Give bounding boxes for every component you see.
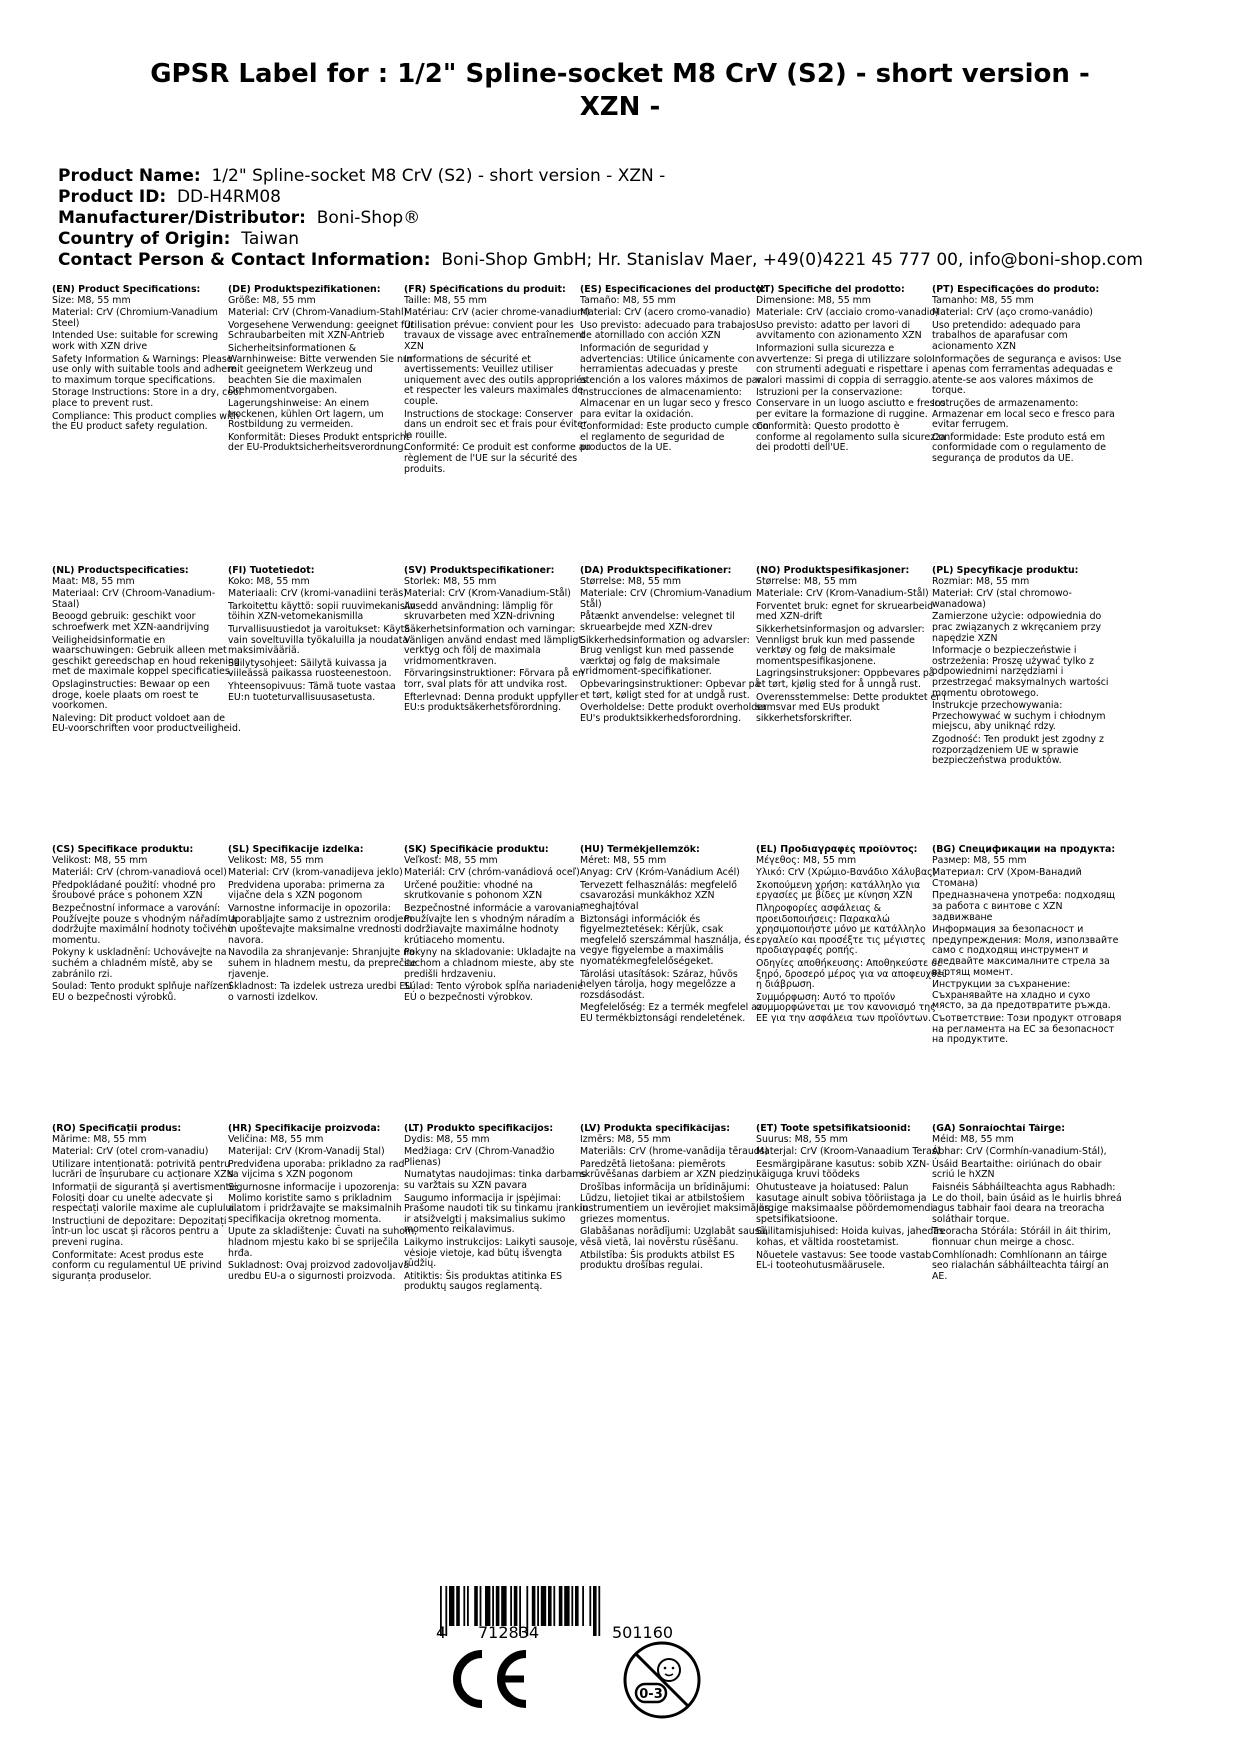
- spec-block-line: Información de seguridad y advertencias: Utilice únicamente con herramientas adecuadas y preste atención a los valores máximos de par.: [580, 342, 764, 386]
- spec-block: [580, 845, 770, 1027]
- spec-block-line: Velikost: M8, 55 mm: [228, 854, 324, 866]
- spec-block-line: Skladnost: Ta izdelek ustreza uredbi EU o varnosti izdelkov.: [228, 981, 413, 1003]
- spec-block-line: Dimensione: M8, 55 mm: [756, 294, 871, 306]
- spec-block-line: Sicherheitsinformationen & Warnhinweise: Bitte verwenden Sie nur mit geeignetem Werkzeug und beachten Sie die maximalen Drehmomentvorgaben.: [228, 342, 413, 397]
- barcode-bar: [575, 1586, 579, 1626]
- spec-block-heading: (NL) Productspecificaties:: [52, 566, 189, 576]
- spec-block-line: Συμμόρφωση: Αυτό το προϊόν συμμορφώνεται με τον κανονισμό της ΕΕ για την ασφάλεια των προϊόντων.: [756, 991, 936, 1024]
- spec-block-line: Atitiktis: Šis produktas atitinka ES produktų saugos reglamentą.: [404, 1270, 563, 1293]
- spec-block: [756, 845, 946, 1027]
- spec-block-line: Compliance: This product complies with the EU product safety regulation.: [52, 410, 240, 433]
- spec-block-line: Conformité: Ce produit est conforme au règlement de l'UE sur la sécurité des produits.: [404, 442, 591, 475]
- spec-block-line: Opslaginstructies: Bewaar op een droge, koele plaats om roest te voorkomen.: [52, 678, 210, 712]
- spec-block-line: Informazioni sulla sicurezza e avvertenze: Si prega di utilizzare solo con strumenti adeguati e rispettare i valori massimi di coppia di serraggio.: [756, 342, 933, 386]
- spec-block-line: Material: CrV (krom-vanadijeva jeklo): [228, 867, 403, 879]
- spec-block-line: Materjal: CrV (Kroom-Vanaadium Teras): [756, 1146, 941, 1158]
- barcode-bar: [571, 1586, 573, 1626]
- spec-block-line: Faisnéis Sábháilteachta agus Rabhadh: Le do thoil, bain úsáid as le huirlis bhreá agus tabhair faoi deara na treoracha soláthair torque.: [932, 1181, 1122, 1225]
- barcode-bar: [582, 1586, 584, 1626]
- spec-block-line: Comhlíonadh: Comhlíonann an táirge seo rialachán sábháilteachta táirgí an AE.: [932, 1249, 1109, 1282]
- spec-block-line: Súlad: Tento výrobok spĺňa nariadenie EÚ o bezpečnosti výrobkov.: [404, 981, 584, 1003]
- spec-block-line: Avsedd användning: lämplig för skruvarbeten med XZN-drivning: [404, 600, 555, 623]
- spec-block: [404, 845, 594, 1005]
- barcode-digits-left: 712834: [478, 1623, 540, 1642]
- spec-block-line: Safety Information & Warnings: Please use only with suitable tools and adhere to maximum torque specifications.: [52, 353, 237, 386]
- barcode-bar: [485, 1586, 490, 1626]
- barcode-bar: [501, 1586, 506, 1626]
- spec-block-line: Maat: M8, 55 mm: [52, 575, 135, 587]
- spec-block-line: Säilytysohjeet: Säilytä kuivassa ja viileässä paikassa ruosteenestoon.: [228, 657, 392, 680]
- info-label: Country of Origin:: [58, 229, 231, 249]
- spec-block-line: Lagringsinstruksjoner: Oppbevares på et tørt, kjølig sted for å unngå rust.: [756, 668, 935, 690]
- spec-block-heading: (SL) Specifikacije izdelka:: [228, 845, 364, 855]
- spec-block-line: Treoracha Stórála: Stóráil in áit thirim, fionnuar chun meirge a chosc.: [932, 1226, 1111, 1248]
- spec-block-line: Sukladnost: Ovaj proizvod zadovoljava uredbu EU-a o sigurnosti proizvoda.: [228, 1260, 410, 1282]
- spec-block-line: Glabāšanas norādījumi: Uzglabāt sausā, vēsā vietā, lai novērstu rūsēšanu.: [580, 1226, 769, 1248]
- spec-block-line: Predviđena uporaba: prikladno za rad sa vijcima s XZN pogonom: [228, 1158, 405, 1181]
- spec-block-line: Информация за безопасност и предупреждения: Моля, използвайте само с подходящ инструмент и следвайте максималните стрела за въртящ момент.: [932, 924, 1119, 978]
- info-label: Product ID:: [58, 187, 167, 207]
- spec-block-line: Påtænkt anvendelse: velegnet til skruearbejde med XZN-drev: [580, 611, 735, 633]
- spec-block-line: Navodila za shranjevanje: Shranjujte na suhem in hladnem mestu, da preprečite rjavenje.: [228, 947, 417, 980]
- spec-block-line: Předpokládané použití: vhodné pro šroubové práce s pohonem XZN: [52, 879, 216, 902]
- spec-block-heading: (DE) Produktspezifikationen:: [228, 285, 381, 295]
- spec-block-line: Størrelse: M8, 55 mm: [580, 575, 682, 587]
- spec-block-line: Instrucțiuni de depozitare: Depozitați într-un loc uscat și răcoros pentru a preveni rugina.: [52, 1215, 227, 1248]
- spec-block-line: Taille: M8, 55 mm: [404, 294, 487, 306]
- spec-block-line: Størrelse: M8, 55 mm: [756, 575, 858, 587]
- spec-block-line: Nõuetele vastavus: See toode vastab EL-i tooteohutusmääruselе.: [756, 1249, 932, 1272]
- spec-block-line: Materijal: CrV (Krom-Vanadij Stal): [228, 1146, 385, 1158]
- spec-block: [756, 566, 946, 726]
- spec-block-heading: (BG) Спецификации на продукта:: [932, 845, 1116, 855]
- spec-block-line: Πληροφορίες ασφάλειας & προειδοποιήσεις: Παρακαλώ χρησιμοποιήστε μόνο με κατάλληλο εργαλείο και προσέξτε τις μέγιστες προδιαγραφές ροπής.: [756, 902, 926, 957]
- spec-block: [932, 566, 1122, 769]
- spec-block-line: Material: CrV (otel crom-vanadiu): [52, 1146, 209, 1158]
- country-of-origin-row: [58, 229, 1143, 250]
- spec-block-heading: (FI) Tuotetiedot:: [228, 566, 315, 576]
- spec-block-line: Anyag: CrV (Króm-Vanádium Acél): [580, 867, 740, 879]
- spec-block-line: Conformidad: Este producto cumple con el reglamento de seguridad de productos de la UE.: [580, 421, 769, 454]
- spec-block: [404, 1124, 594, 1295]
- spec-block-line: Saugumo informacija ir įspėjimai: Prašome naudoti tik su tinkamu įrankiu ir atsižvelgti į maksimalius sukimo momento reikalavimus.: [404, 1192, 589, 1236]
- spec-block-heading: (PT) Especificações do produto:: [932, 285, 1100, 295]
- spec-block: [228, 285, 418, 456]
- spec-block-line: Material: CrV (aço cromo-vanádio): [932, 307, 1093, 319]
- barcode-digits-right: 501160: [612, 1623, 674, 1642]
- spec-block-heading: (HR) Specifikacije proizvoda:: [228, 1124, 381, 1134]
- spec-block-line: Conformitate: Acest produs este conform cu regulamentul UE privind siguranța produselor.: [52, 1249, 222, 1282]
- spec-block-line: Méret: M8, 55 mm: [580, 854, 667, 866]
- spec-block-line: Größe: M8, 55 mm: [228, 294, 316, 306]
- spec-block-line: Overholdelse: Dette produkt overholder EU's produktsikkerhedsforordning.: [580, 702, 767, 724]
- spec-block-line: Numatytas naudojimas: tinka darbams su varžtais su XZN pavara: [404, 1169, 587, 1191]
- spec-block-line: Materiale: CrV (Krom-Vanadium-Stål): [756, 588, 929, 600]
- not-for-children-0-3-icon: [622, 1640, 702, 1720]
- spec-block: [52, 566, 242, 737]
- spec-block-line: Material: CrV (Krom-Vanadium-Stål): [404, 588, 571, 600]
- spec-block-line: Uso previsto: adecuado para trabajos de atornillado con acción XZN: [580, 319, 756, 342]
- spec-block-line: Biztonsági információk és figyelmeztetések: Kérjük, csak megfelelő szerszámmal használja, és vegye figyelembe a maximális nyomatékmegfelelőségeket.: [580, 913, 755, 967]
- spec-block-line: Material: CrV (acero cromo-vanadio): [580, 307, 751, 319]
- spec-block-line: Veiligheidsinformatie en waarschuwingen: Gebruik alleen met geschikt gereedschap en houd rekening met de maximale koppel specificaties.: [52, 634, 240, 678]
- spec-block-line: Materiál: CrV (chróm-vanádiová oceľ): [404, 867, 580, 879]
- barcode-bar: [474, 1586, 478, 1626]
- barcode-bar: [559, 1586, 563, 1626]
- spec-block-line: Dydis: M8, 55 mm: [404, 1133, 490, 1145]
- barcode-bar: [480, 1586, 482, 1626]
- barcode-bar: [532, 1586, 536, 1626]
- spec-block-line: Conformità: Questo prodotto è conforme al regolamento sulla sicurezza dei prodotti dell'UE.: [756, 421, 946, 454]
- spec-block-line: Upute za skladištenje: Čuvati na suhom, hladnom mjestu kako bi se spriječila hrđa.: [228, 1226, 418, 1259]
- spec-block-line: Matériau: CrV (acier chrome-vanadium): [404, 307, 590, 319]
- page-title: GPSR Label for : 1/2" Spline-socket M8 CrV (S2) - short version - XZN -: [150, 59, 1090, 122]
- spec-block-line: Bezpečnostní informace a varování: Používejte pouze s vhodným nářadím a dodržujte maximální hodnoty točivého momentu.: [52, 902, 237, 946]
- spec-block-line: Izmērs: M8, 55 mm: [580, 1133, 671, 1145]
- ce-mark-icon: [452, 1648, 534, 1710]
- barcode-bar: [589, 1586, 591, 1626]
- spec-block-heading: (ES) Especificaciones del producto:: [580, 285, 766, 295]
- spec-block: [580, 566, 770, 726]
- spec-block-line: Určené použitie: vhodné na skrutkovanie s pohonom XZN: [404, 879, 543, 902]
- spec-block-line: Opbevaringsinstruktioner: Opbevar på et tørt, køligt sted for at undgå rust.: [580, 678, 761, 701]
- spec-block-line: Medžiaga: CrV (Chrom-Vanadžio Plienas): [404, 1146, 555, 1168]
- spec-block-line: Forventet bruk: egnet for skruearbeid med XZN-drift: [756, 600, 934, 623]
- spec-block-line: Materiaali: CrV (kromi-vanadiini teräs): [228, 588, 407, 600]
- spec-block-line: Naleving: Dit product voldoet aan de EU-voorschriften voor productveiligheid.: [52, 712, 241, 735]
- spec-block-line: Instrucciones de almacenamiento: Almacenar en un lugar seco y fresco para evitar la oxidación.: [580, 387, 752, 420]
- spec-block-line: Yhteensopivuus: Tämä tuote vastaa EU:n tuoteturvallisuusasetusta.: [228, 680, 396, 703]
- age-label: 0-3: [639, 1687, 663, 1702]
- barcode-bar: [463, 1586, 465, 1626]
- spec-block-line: Tarkoitettu käyttö: sopii ruuvimekanisiin töihin XZN-vetomekanismilla: [228, 600, 416, 623]
- spec-block: [404, 285, 594, 477]
- spec-block-line: Varnostne informacije in opozorila: Uporabljajte samo z ustreznim orodjem in upoštevajte maksimalne vrednosti navora.: [228, 902, 413, 946]
- spec-block-line: Μέγεθος: M8, 55 mm: [756, 854, 857, 866]
- spec-block-line: Förvaringsinstruktioner: Förvara på en torr, sval plats för att undvika rost.: [404, 668, 584, 690]
- spec-block-line: Laikymo instrukcijos: Laikyti sausoje, vėsioje vietoje, kad būtų išvengta rūdžių.: [404, 1236, 578, 1270]
- spec-block-line: Materiaal: CrV (Chroom-Vanadium-Staal): [52, 588, 216, 610]
- spec-block-line: Mărime: M8, 55 mm: [52, 1133, 147, 1145]
- spec-block-line: Storlek: M8, 55 mm: [404, 575, 497, 587]
- spec-block-line: Lagerungshinweise: An einem trockenen, kühlen Ort lagern, um Rostbildung zu vermeiden.: [228, 397, 384, 431]
- spec-block-line: Suurus: M8, 55 mm: [756, 1133, 848, 1145]
- spec-block-line: Instructions de stockage: Conserver dans un endroit sec et frais pour éviter la rouille.: [404, 408, 587, 441]
- spec-block-line: Instruções de armazenamento: Armazenar em local seco e fresco para evitar ferrugem.: [932, 397, 1115, 431]
- spec-block-heading: (PL) Specyfikacje produktu:: [932, 566, 1079, 576]
- spec-block-line: Veličina: M8, 55 mm: [228, 1133, 324, 1145]
- spec-block-line: Ábhar: CrV (Cormhín-vanadium-Stál),: [932, 1146, 1107, 1158]
- spec-block-line: Инструкции за съхранение: Съхранявайте на хладно и сухо място, за да предотвратите ръжда.: [932, 979, 1111, 1012]
- spec-block-heading: (SK) Špecifikácie produktu:: [404, 845, 549, 855]
- spec-block-line: Tárolási utasítások: Száraz, hűvös helyen tárolja, hogy megelőzze a rozsdásodást.: [580, 968, 738, 1001]
- spec-block-line: Koko: M8, 55 mm: [228, 575, 310, 587]
- spec-block-line: Informacje o bezpieczeństwie i ostrzeżenia: Proszę używać tylko z odpowiednimi narzędziami i przestrzegać maksymalnych wartości momentu obrotowego.: [932, 645, 1109, 699]
- barcode-bar: [496, 1586, 500, 1626]
- spec-block-line: Ohutusteave ja hoiatused: Palun kasutage ainult sobiva tööriistaga ja järgige maksimaalse pöördemomendi spetsifikatsioone.: [756, 1181, 934, 1225]
- info-label: Contact Person & Contact Information:: [58, 250, 431, 270]
- spec-block-line: Materiał: CrV (stal chromowo-wanadowa): [932, 588, 1072, 610]
- spec-block-heading: (DA) Produktspecifikationer:: [580, 566, 732, 576]
- spec-block: [228, 566, 418, 705]
- spec-block: [756, 1124, 946, 1274]
- spec-block-line: Съответствие: Този продукт отговаря на регламента на ЕС за безопасност на продуктите.: [932, 1012, 1122, 1046]
- spec-block-line: Utilizare intenționată: potrivită pentru lucrări de înșurubare cu acționare XZN: [52, 1158, 234, 1181]
- spec-block-line: Úsáid Beartaithe: oiriúnach do obair scriú le hXZN: [932, 1158, 1102, 1181]
- barcode-bar: [467, 1586, 469, 1626]
- spec-block-line: Uso pretendido: adequado para trabalhos de aparafusar com acionamento XZN: [932, 319, 1081, 352]
- spec-block-line: Overensstemmelse: Dette produktet er i samsvar med EUs produkt sikkerhetsforskrifter.: [756, 691, 946, 724]
- info-value: Boni-Shop®: [316, 208, 421, 228]
- spec-block-line: Predvidena uporaba: primerna za vijačne dela s XZN pogonom: [228, 879, 385, 902]
- spec-block-heading: (FR) Spécifications du produit:: [404, 285, 566, 295]
- spec-block-heading: (ET) Toote spetsifikatsioonid:: [756, 1124, 911, 1134]
- product-info: [58, 166, 1143, 271]
- spec-block-line: Rozmiar: M8, 55 mm: [932, 575, 1030, 587]
- spec-block: [756, 285, 946, 456]
- spec-block-line: Material: CrV (Chrom-Vanadium-Stahl): [228, 307, 408, 319]
- spec-block-line: Предназначена употреба: подходящ за работа с винтове с XZN задвижване: [932, 890, 1115, 923]
- spec-block-line: Materiál: CrV (chrom-vanadiová ocel): [52, 867, 227, 879]
- spec-block-heading: (RO) Specificații produs:: [52, 1124, 182, 1134]
- barcode-bar: [456, 1586, 460, 1626]
- barcode-bar: [564, 1586, 569, 1626]
- product-id-row: [58, 187, 1143, 208]
- spec-block-line: Efterlevnad: Denna produkt uppfyller EU:s produktsäkerhetsförordning.: [404, 691, 579, 714]
- spec-block-line: Bezpečnostné informácie a varovania: Používajte len s vhodným náradím a dodržiavajte maximálne hodnoty krútiaceho momentu.: [404, 902, 584, 946]
- spec-block-line: Sikkerhetsinformasjon og advarsler: Vennligst bruk kun med passende verktøy og følg de maksimale momentspesifikasjonene.: [756, 623, 925, 667]
- spec-block-line: Sigurnosne informacije i upozorenja: Molimo koristite samo s prikladnim alatom i pridržavajte se maksimalnih specifikacija okretnog momenta.: [228, 1181, 402, 1225]
- spec-block: [228, 1124, 418, 1284]
- spec-block-line: Tamaño: M8, 55 mm: [580, 294, 676, 306]
- spec-block-heading: (SV) Produktspecifikationer:: [404, 566, 555, 576]
- spec-block-line: Materiale: CrV (acciaio cromo-vanadio): [756, 307, 939, 319]
- spec-block-line: Material: CrV (Chromium-Vanadium Steel): [52, 307, 218, 329]
- spec-block-line: Sikkerhedsinformation og advarsler: Brug venligst kun med passende værktøj og følg de maksimale vridmoment-specifikationer.: [580, 634, 750, 678]
- spec-block-line: Utilisation prévue: convient pour les travaux de vissage avec entraînement XZN: [404, 319, 586, 352]
- spec-block-line: Uso previsto: adatto per lavori di avvitamento con azionamento XZN: [756, 319, 922, 342]
- barcode-bar: [553, 1586, 555, 1626]
- spec-block-heading: (CS) Specifikace produktu:: [52, 845, 194, 855]
- spec-block-line: Zamierzone użycie: odpowiednia do prac związanych z wkręcaniem przy napędzie XZN: [932, 611, 1102, 644]
- barcode-bar: [449, 1586, 454, 1626]
- barcode-bar: [548, 1586, 552, 1626]
- barcode-bar: [514, 1586, 518, 1626]
- spec-block-line: Paredzētā lietošana: piemērots skrūvēšanas darbiem ar XZN piedziņu: [580, 1158, 759, 1181]
- spec-block-line: Informações de segurança e avisos: Use apenas com ferramentas adequadas e atente-se aos valores máximos de torque.: [932, 353, 1122, 397]
- spec-block-line: Säilitamisjuhised: Hoida kuivas, jahedas kohas, et vältida roostetamist.: [756, 1226, 944, 1248]
- spec-block-heading: (LT) Produkto specifikacijos:: [404, 1124, 554, 1134]
- spec-block-line: Vorgesehene Verwendung: geeignet für Schraubarbeiten mit XZN-Antrieb: [228, 319, 414, 342]
- spec-block-line: Pokyny na skladovanie: Ukladajte na suchom a chladnom mieste, aby ste predišli hrdzaveniu.: [404, 947, 576, 980]
- barcode-bar: [541, 1586, 546, 1626]
- spec-block-line: Turvallisuustiedot ja varoitukset: Käytä vain soveltuvilla työkaluilla ja noudata maksimivääriä.: [228, 623, 411, 657]
- spec-block-heading: (LV) Produkta specifikācijas:: [580, 1124, 730, 1134]
- spec-block-heading: (GA) Sonraíochtaí Táirge:: [932, 1124, 1065, 1134]
- spec-block-line: Tamanho: M8, 55 mm: [932, 294, 1034, 306]
- spec-block-line: Материал: CrV (Хром-Ванадий Стомана): [932, 867, 1082, 889]
- spec-block-line: Tervezett felhasználás: megfelelő csavarozási munkákhoz XZN meghajtóval: [580, 879, 737, 912]
- spec-block-line: Размер: M8, 55 mm: [932, 854, 1027, 866]
- spec-block-line: Instrukcje przechowywania: Przechowywać w suchym i chłodnym miejscu, aby uniknąć rdzy.: [932, 700, 1106, 733]
- barcode-bar: [593, 1586, 597, 1636]
- spec-block: [932, 285, 1122, 467]
- product-name-row: [58, 166, 1143, 187]
- spec-block-heading: (HU) Termékjellemzők:: [580, 845, 700, 855]
- manufacturer-row: [58, 208, 1143, 229]
- info-value: DD-H4RM08: [176, 187, 281, 207]
- contact-row: [58, 250, 1143, 271]
- spec-block: [52, 285, 242, 435]
- spec-block-line: Soulad: Tento produkt splňuje nařízení EU o bezpečnosti výrobků.: [52, 981, 232, 1003]
- spec-block-line: Veľkosť: M8, 55 mm: [404, 854, 498, 866]
- spec-block-line: Οδηγίες αποθήκευσης: Αποθηκεύστε σε ξηρό, δροσερό μέρος για να αποφευχθεί η διάβρωση.: [756, 957, 946, 991]
- spec-block-line: Eesmärgipärane kasutus: sobib XZN-käiguga kruvi töödeks: [756, 1158, 930, 1181]
- spec-block-line: Materiale: CrV (Chromium-Vanadium Stål): [580, 588, 752, 610]
- spec-block-line: Atbilstība: Šis produkts atbilst ES produktu drošības regulai.: [580, 1249, 735, 1272]
- spec-block-line: Υλικό: CrV (Χρώμιο-Βανάδιο Χάλυβας): [756, 867, 937, 879]
- spec-block-line: Konformität: Dieses Produkt entspricht der EU-Produktsicherheitsverordnung.: [228, 431, 410, 454]
- info-value: Taiwan: [241, 229, 300, 249]
- info-value: 1/2" Spline-socket M8 CrV (S2) - short version - XZN -: [211, 166, 666, 186]
- spec-block-line: Informations de sécurité et avertissements: Veuillez utiliser uniquement avec des outils appropriés et respecter les valeurs maximales de couple.: [404, 353, 587, 407]
- spec-block-line: Zgodność: Ten produkt jest zgodny z rozporządzeniem UE w sprawie bezpieczeństwa produktów.: [932, 733, 1104, 767]
- info-label: Product Name:: [58, 166, 201, 186]
- spec-block: [228, 845, 418, 1005]
- spec-block: [580, 1124, 770, 1274]
- spec-block: [932, 845, 1122, 1048]
- spec-block-line: Megfelelőség: Ez a termék megfelel az EU termékbiztonsági rendeletének.: [580, 1002, 762, 1024]
- spec-block-line: Istruzioni per la conservazione: Conservare in un luogo asciutto e fresco per evitare la formazione di ruggine.: [756, 387, 946, 420]
- spec-block-line: Storage Instructions: Store in a dry, cool place to prevent rust.: [52, 387, 242, 409]
- spec-block: [52, 845, 242, 1005]
- spec-block: [52, 1124, 242, 1284]
- spec-block-line: Materiāls: CrV (hrome-vanādija tērauds): [580, 1146, 769, 1158]
- spec-block: [580, 285, 770, 456]
- barcode-digit-prefix: 4: [436, 1623, 447, 1642]
- spec-block-line: Informații de siguranță și avertismente: Folosiți doar cu unelte adecvate și respectați valorile maxime ale cuplului.: [52, 1181, 239, 1215]
- spec-block: [404, 566, 594, 716]
- spec-block-line: Intended Use: suitable for screwing work with XZN drive: [52, 330, 219, 352]
- info-value: Boni-Shop GmbH; Hr. Stanislav Maer, +49(0)4221 45 777 00, info@boni-shop.com: [441, 250, 1143, 270]
- spec-block-line: Pokyny k uskladnění: Uchovávejte na suchém a chladném místě, aby se zabránilo rzi.: [52, 947, 227, 980]
- spec-block: [932, 1124, 1122, 1284]
- barcode-bar: [598, 1586, 600, 1636]
- spec-block-line: Velikost: M8, 55 mm: [52, 854, 148, 866]
- barcode-bar: [537, 1586, 539, 1626]
- spec-block-heading: (EN) Product Specifications:: [52, 285, 201, 295]
- spec-block-line: Säkerhetsinformation och varningar: Vänligen använd endast med lämpligt verktyg och följ de maximala vridmomentkraven.: [404, 623, 583, 667]
- spec-block-line: Size: M8, 55 mm: [52, 294, 131, 306]
- spec-block-line: Méid: M8, 55 mm: [932, 1133, 1014, 1145]
- spec-block-heading: (NO) Produktspesifikasjoner:: [756, 566, 910, 576]
- spec-block-line: Drošības informācija un brīdinājumi: Lūdzu, lietojiet tikai ar atbilstošiem instrumentiem un ievērojiet maksimālos griezes momentus.: [580, 1181, 770, 1225]
- spec-block-line: Conformidade: Este produto está em conformidade com o regulamento de segurança de produtos da UE.: [932, 431, 1107, 464]
- spec-block-line: Σκοπούμενη χρήση: κατάλληλο για εργασίες με βίδες με κίνηση XZN: [756, 879, 921, 902]
- spec-block-line: Beoogd gebruik: geschikt voor schroefwerk met XZN-aandrijving: [52, 611, 210, 633]
- barcode-bar: [492, 1586, 494, 1626]
- barcode-bar: [510, 1586, 512, 1626]
- spec-block-heading: (EL) Προδιαγραφές προϊόντος:: [756, 845, 918, 855]
- info-label: Manufacturer/Distributor:: [58, 208, 306, 228]
- spec-block-heading: (IT) Specifiche del prodotto:: [756, 285, 905, 295]
